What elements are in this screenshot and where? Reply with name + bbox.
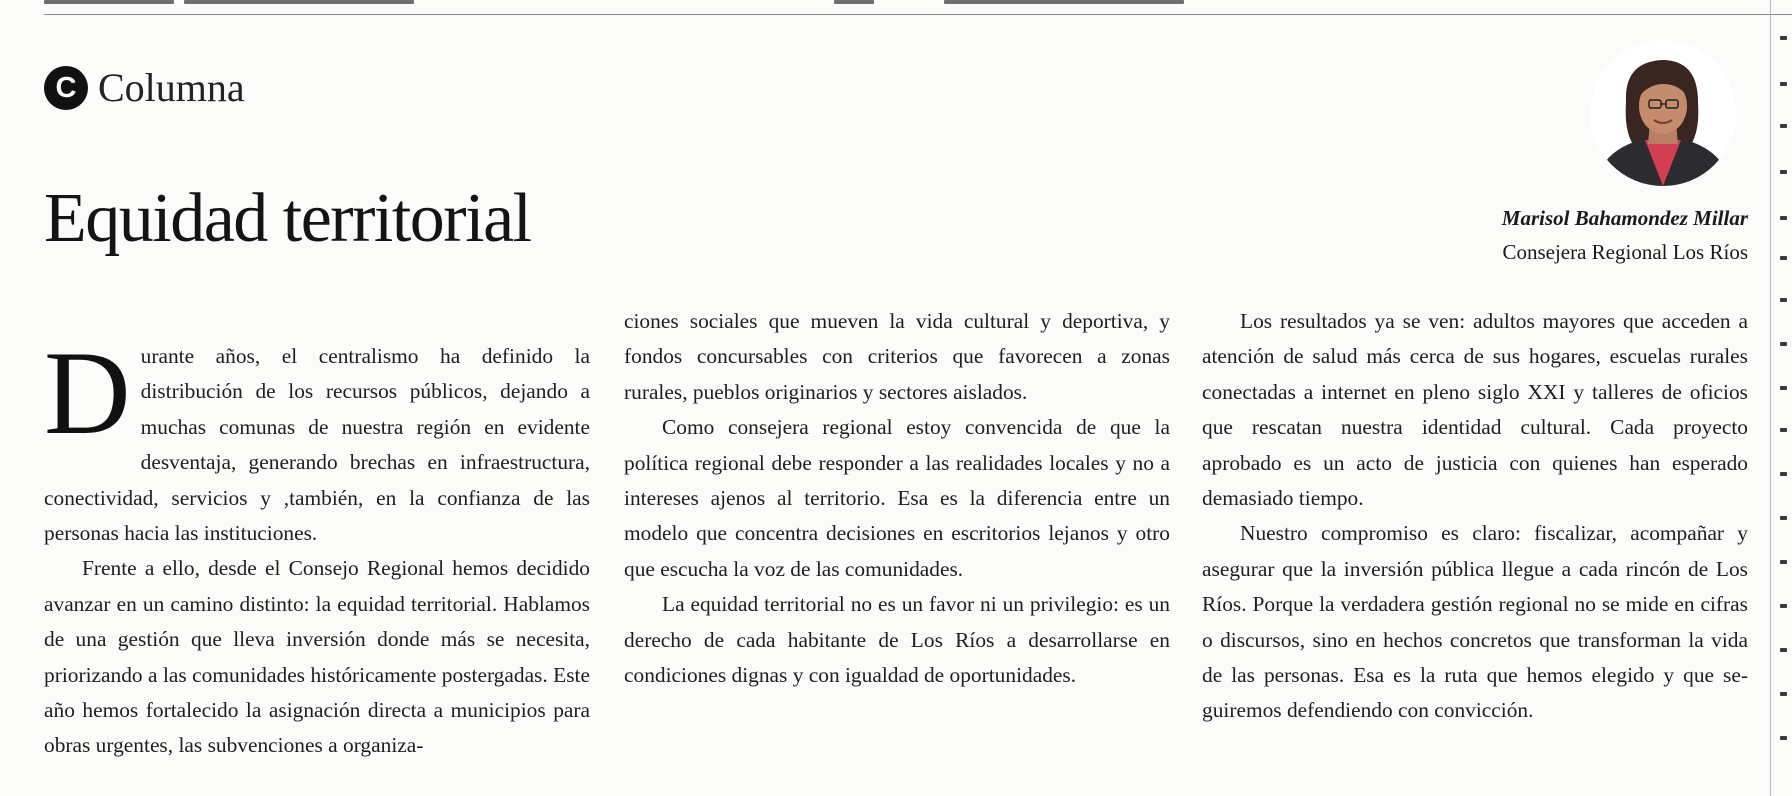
author-photo xyxy=(1590,40,1736,186)
author-role: Consejera Regional Los Ríos xyxy=(1502,240,1748,264)
cropped-top-text xyxy=(44,0,1584,6)
article-column-1 xyxy=(44,304,590,784)
paragraph: Los resultados ya se ven: adultos mayores que acceden a atención de salud más cerca de sus hogares, escuelas rurales conectadas a internet en pleno siglo XXI y talleres de oficios que rescatan nuestra identidad cultural. Cada proyecto aprobado es un acto de justicia con quienes han esperado demasiado tiempo. xyxy=(1202,309,1748,511)
adjacent-column-remnants xyxy=(1778,20,1792,780)
paragraph: Como consejera regional estoy convencida de que la política regional debe responder a las realidades locales y no a intereses ajenos al territorio. Esa es la diferencia entre un modelo que concentra decisiones en escritorios lejanos y otro que escucha la voz de las comunidades. xyxy=(624,415,1170,581)
author-portrait-icon xyxy=(1590,40,1736,186)
paragraph: Nuestro compromiso es claro: fiscalizar, acompañar y asegurar que la inversión pública llegue a cada rincón de Los Ríos. Porque la verdadera gestión regional no se mide en cifras o discursos, sino en hechos concretos que transforman la vida de las personas. Esa es la ruta que hemos elegido y que seguiremos defendiendo con convicción. xyxy=(1202,521,1748,723)
paragraph: ciones sociales que mueven la vida cultural y deportiva, y fondos concursables con criterios que favorecen a zonas rurales, pueblos originarios y sectores aislados. xyxy=(624,309,1170,404)
section-label: Columna xyxy=(98,65,245,110)
headline: Equidad territorial xyxy=(44,180,531,257)
article-column-2 xyxy=(624,304,1170,784)
paragraph: Frente a ello, desde el Consejo Regional hemos decidido avanzar en un camino distinto: la equidad territorial. Hablamos de una gestión que lleva inversión donde más se necesita, priorizando a las comunidades históricamente postergadas. Este año hemos fortalecido la asignación directa a municipios para obras urgentes, las subvenciones a organiza- xyxy=(44,556,590,758)
top-divider xyxy=(44,14,1792,15)
author-name: Marisol Bahamondez Millar xyxy=(1501,206,1748,230)
drop-cap: D xyxy=(44,326,131,459)
section-badge-icon: C xyxy=(44,66,88,110)
paragraph: La equidad territorial no es un favor ni un privilegio: es un derecho de cada habitante de Los Ríos a desarrollarse en condiciones dignas y con igualdad de oportunidades. xyxy=(624,592,1170,688)
article-column-3 xyxy=(1202,304,1748,784)
paragraph: urante años, el centralismo ha definido la distribución de los recursos públicos, dejando a muchas comunas de nuestra región en evidente desventaja, generando brechas en infraestructura, conectividad, servicios y ,también, en la confianza de las personas hacia las instituciones. xyxy=(44,344,590,546)
page-edge-divider xyxy=(1770,0,1771,796)
section-header xyxy=(44,66,245,110)
